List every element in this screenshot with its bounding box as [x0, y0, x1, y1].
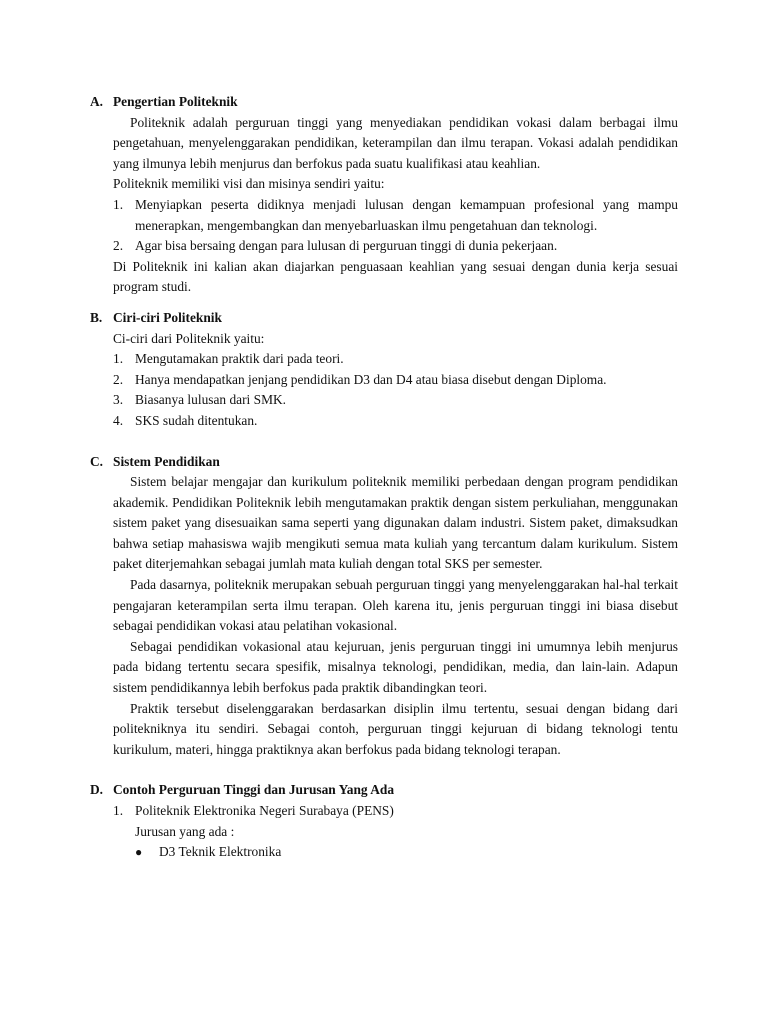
bullet-item — [135, 842, 678, 863]
paragraph: Sebagai pendidikan vokasional atau kejuruan, jenis perguruan tinggi ini umumnya lebih menjurus pada bidang tertentu secara spesifik, misalnya teknologi, pendidikan, media, dan lain-lain. Adapun sistem pendidikannya lebih berfokus pada praktik dibandingkan teori. — [113, 638, 678, 696]
numbered-list — [113, 801, 678, 822]
paragraph: Sistem belajar mengajar dan kurikulum politeknik memiliki perbedaan dengan program pendidikan akademik. Pendidikan Politeknik lebih mengutamakan praktik dengan sistem perkuliahan, menggunakan sistem paket yang disesuaikan sama seperti yang digunakan dalam industri. Sistem paket, dimaksudkan bahwa setiap mahasiswa wajib mengikuti semua mata kuliah yang tercantum dalam kurikulum. Sistem paket diterjemahkan sebagai jumlah mata kuliah dengan total SKS per semester. — [113, 474, 678, 572]
bullet-icon: ● — [135, 845, 143, 860]
list-item — [113, 195, 678, 236]
paragraph: Praktik tersebut diselenggarakan berdasarkan disiplin ilmu tertentu, sesuai dengan bidang dari politekniknya itu sendiri. Sebagai contoh, perguruan tinggi kejuruan di bidang teknologi tentu kurikulum, materi, hingga praktiknya akan berfokus pada bidang teknologi terapan. — [113, 700, 678, 757]
list-item — [113, 370, 678, 391]
section-heading — [90, 452, 678, 473]
list-item — [113, 390, 678, 411]
numbered-list — [113, 195, 678, 257]
section-heading — [90, 308, 678, 329]
list-lead: Ci-ciri dari Politeknik yaitu: — [113, 330, 265, 346]
list-item — [113, 801, 678, 822]
paragraph: Di Politeknik ini kalian akan diajarkan penguasaan keahlian yang sesuai dengan dunia kerja sesuai program studi. — [113, 258, 678, 295]
list-item — [113, 349, 678, 370]
list-text: Hanya mendapatkan jenjang pendidikan D3 dan D4 atau biasa disebut dengan Diploma. — [135, 371, 607, 387]
list-text: Agar bisa bersaing dengan para lulusan di perguruan tinggi di dunia pekerjaan. — [135, 238, 558, 254]
list-item — [113, 236, 678, 257]
list-number: 4. — [113, 412, 124, 428]
list-number: 1. — [113, 803, 124, 818]
section-c — [90, 452, 678, 761]
list-number: 3. — [113, 392, 124, 408]
section-content — [113, 801, 678, 863]
section-letter: A. — [90, 94, 104, 109]
section-letter: D. — [90, 782, 104, 798]
section-d — [90, 780, 678, 862]
section-b — [90, 308, 678, 432]
list-text: Mengutamakan praktik dari pada teori. — [135, 351, 344, 367]
numbered-list — [113, 349, 678, 431]
section-content — [113, 329, 678, 432]
list-text: Menyiapkan peserta didiknya menjadi lulusan dengan kemampuan profesional yang mampu menerapkan, mengembangkan dan menyebarluaskan ilmu pengetahuan dan teknologi. — [135, 196, 678, 233]
list-number: 1. — [113, 196, 124, 212]
section-title: Contoh Perguruan Tinggi dan Jurusan Yang Ada — [113, 782, 395, 798]
list-number: 1. — [113, 351, 124, 367]
paragraph: Pada dasarnya, politeknik merupakan sebuah perguruan tinggi yang menyelenggarakan hal-hal terkait pengajaran keterampilan serta ilmu terapan. Oleh karena itu, jenis perguruan tinggi ini biasa disebut sebagai pendidikan vokasi atau pelatihan vokasional. — [113, 577, 678, 634]
majors-label: Jurusan yang ada : — [135, 823, 235, 839]
section-heading — [90, 92, 678, 113]
bullet-text: D3 Teknik Elektronika — [159, 844, 282, 860]
section-title: Sistem Pendidikan — [113, 453, 220, 469]
paragraph: Politeknik adalah perguruan tinggi yang menyediakan pendidikan vokasi dalam berbagai ilmu pengetahuan, menyelenggarakan pendidikan, keterampilan dan ilmu terapan. Vokasi adalah pendidikan yang ilmunya lebih menjurus dan berfokus pada suatu kualifikasi atau keahlian. — [113, 114, 678, 171]
list-lead: Politeknik memiliki visi dan misinya sendiri yaitu: — [113, 176, 385, 192]
section-letter: C. — [90, 453, 104, 469]
section-heading — [90, 780, 678, 801]
section-a — [90, 92, 678, 298]
section-letter: B. — [90, 309, 103, 325]
bullet-list — [135, 842, 678, 863]
section-title: Ciri-ciri Politeknik — [113, 309, 222, 325]
list-text: Politeknik Elektronika Negeri Surabaya (PENS) — [135, 803, 394, 818]
list-item — [113, 411, 678, 432]
section-content — [113, 113, 678, 298]
section-title: Pengertian Politeknik — [113, 94, 238, 109]
list-text: Biasanya lulusan dari SMK. — [135, 392, 286, 408]
document-body — [90, 92, 678, 863]
list-number: 2. — [113, 238, 124, 254]
list-number: 2. — [113, 371, 124, 387]
list-text: SKS sudah ditentukan. — [135, 412, 258, 428]
section-content — [113, 472, 678, 760]
